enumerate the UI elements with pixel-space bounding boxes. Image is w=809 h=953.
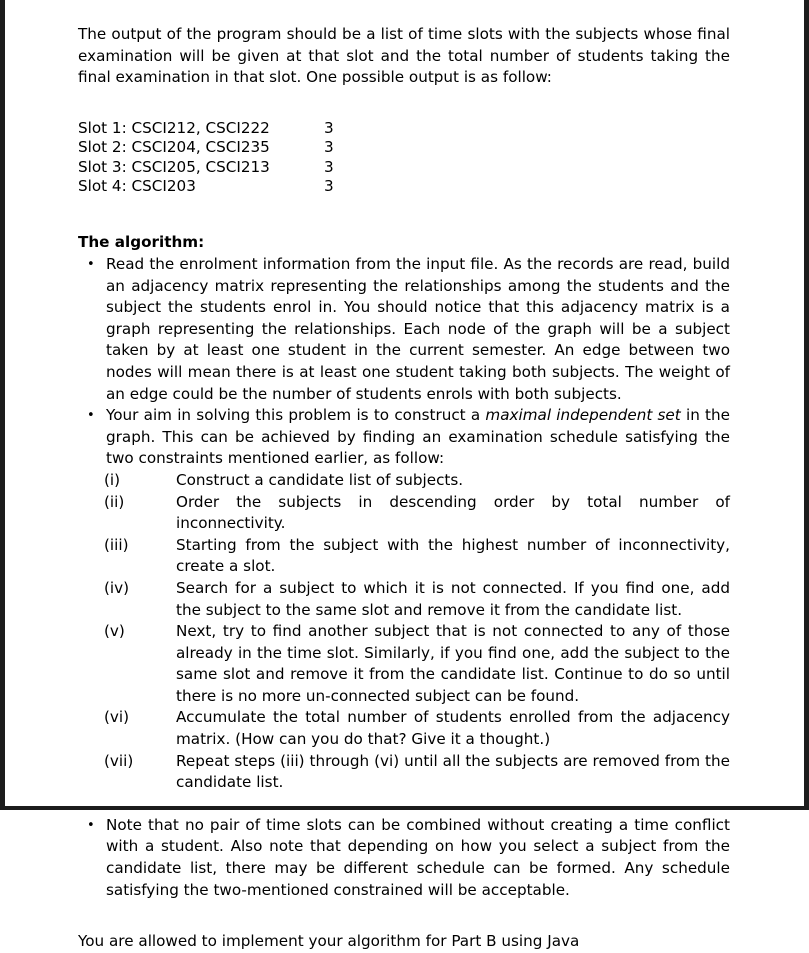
bullet-marker-icon: • [87,408,95,424]
bullet-item-note [78,815,730,901]
aim-text-before-italic: Your aim in solving this problem is to construct a [106,406,486,425]
roman-step-text: Next, try to find another subject that is not connected to any of those already in the time slot. Similarly, if you find one, add the subject to the same slot and remove it from the candidate list. Continue to do so until there is no more un-connected subject can be found. [176,622,730,705]
slot-output-row [78,177,730,196]
slot-output-row [78,138,730,157]
roman-marker: (vi) [104,708,130,727]
intro-paragraph: The output of the program should be a list of time slots with the subjects whose final examination will be given at that slot and the total number of students taking the final examination in that slot. One possible output is as follow: [78,25,730,87]
aim-italic-phrase: maximal independent set [485,406,681,425]
roman-step-iii [104,535,730,578]
roman-step-vii [104,751,730,794]
roman-marker: (ii) [104,492,125,511]
roman-step-list [78,470,730,794]
slot-count: 3 [324,118,334,137]
document-body [78,24,730,953]
roman-step-text: Construct a candidate list of subjects. [176,470,464,489]
bullet-text: Note that no pair of time slots can be combined without creating a time conflict with a student. Also note that depending on how you select a subject from the candidate list, there may be different schedule can be formed. Any schedule satisfying the two-mentioned constrained will be acceptable. [106,815,730,899]
bullet-item-aim [78,405,730,470]
slot-label: Slot 3: CSCI205, CSCI213 [78,157,270,176]
roman-step-text: Starting from the subject with the highest number of inconnectivity, create a slot. [176,535,730,576]
roman-step-text: Accumulate the total number of students enrolled from the adjacency matrix. (How can you do that? Give it a thought.) [176,708,730,749]
spacer-before-note [78,794,730,815]
slot-output-row [78,158,730,177]
closing-line: You are allowed to implement your algorithm for Part B using Java [78,932,580,951]
aim-text-after-italic: in the graph. This can be achieved by finding an examination schedule satisfying the two constraints mentioned earlier, as follow: [106,406,730,468]
bullet-marker-icon: • [87,817,95,833]
slot-label: Slot 2: CSCI204, CSCI235 [78,138,270,157]
note-bullet-list [78,815,730,901]
roman-step-iv [104,578,730,621]
algorithm-bullet-list [78,254,730,470]
slot-output-row [78,119,730,138]
roman-marker: (i) [104,470,121,489]
bullet-marker-icon: • [87,257,95,272]
roman-marker: (v) [104,622,125,641]
roman-step-vi [104,707,730,750]
bullet-text: Read the enrolment information from the input file. As the records are read, build an adjacency matrix representing the relationships among the students and the subject the students enrol in. You should notice that this adjacency matrix is a graph representing the relationships. Each node of the graph will be a subject taken by at least one student in the current semester. An edge between two nodes will mean there is at least one student taking both subjects. The weight of an edge could be the number of students enrols with both subjects. [106,255,730,403]
bullet-item-read-enrolment [78,254,730,405]
slot-label: Slot 1: CSCI212, CSCI222 [78,118,270,137]
slot-count: 3 [324,157,334,176]
roman-step-text: Search for a subject to which it is not connected. If you find one, add the subject to the same slot and remove it from the candidate list. [176,578,730,619]
spacer-before-closing [78,901,730,931]
spacer-after-intro [78,89,730,119]
roman-step-i [104,470,730,492]
algorithm-heading: The algorithm: [78,233,205,252]
slot-label: Slot 4: CSCI203 [78,177,196,195]
roman-step-v [104,621,730,707]
slot-count: 3 [324,138,334,157]
slot-count: 3 [324,177,334,195]
roman-marker: (iv) [104,578,130,597]
slot-output-list [78,119,730,197]
roman-step-text: Order the subjects in descending order by total number of inconnectivity. [176,492,730,533]
roman-marker: (vii) [104,751,134,770]
roman-step-ii [104,492,730,535]
spacer-before-heading [78,196,730,232]
roman-step-text: Repeat steps (iii) through (vi) until all the subjects are removed from the candidate list. [176,751,730,792]
roman-marker: (iii) [104,535,129,554]
